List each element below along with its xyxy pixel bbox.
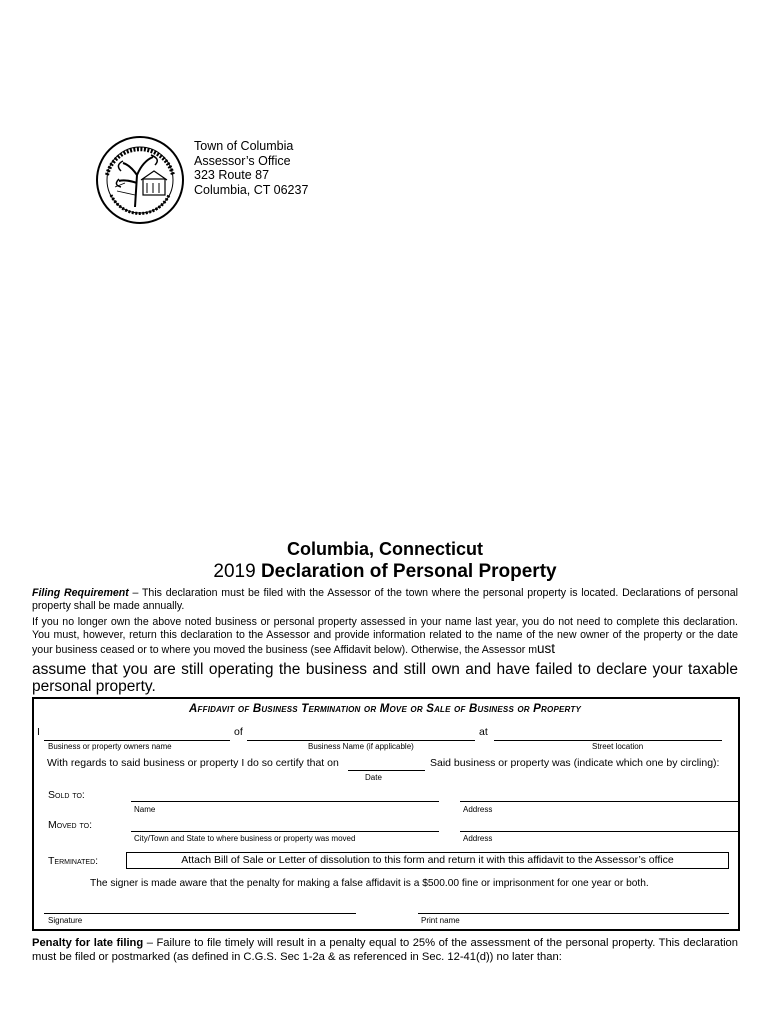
document-subtitle <box>0 561 770 583</box>
late-penalty-label: Penalty for late filing <box>32 937 144 949</box>
business-name-caption: Business Name (if applicable) <box>308 742 414 751</box>
office-street: 323 Route 87 <box>194 168 270 183</box>
no-longer-own-text-big: ust <box>537 641 556 657</box>
new-city-caption: City/Town and State to where business or property was moved <box>134 834 356 843</box>
owner-name-line[interactable] <box>44 740 230 741</box>
print-name-line[interactable] <box>418 913 729 914</box>
affidavit-box <box>32 697 740 931</box>
late-penalty-paragraph <box>32 937 738 964</box>
town-seal-image <box>95 135 185 225</box>
no-longer-own-paragraph <box>32 616 738 658</box>
office-city: Columbia, CT 06237 <box>194 182 309 197</box>
new-address-line[interactable] <box>460 831 740 832</box>
date-line[interactable] <box>348 770 425 771</box>
owner-name-caption: Business or property owners name <box>48 742 172 751</box>
buyer-name-caption: Name <box>134 805 156 814</box>
document-title: Columbia, Connecticut <box>286 539 483 559</box>
new-city-line[interactable] <box>131 831 439 832</box>
said-business-text: Said business or property was (indicate which one by circling): <box>430 757 720 769</box>
assume-paragraph: assume that you are still operating the business and still own and have failed to declare your taxable personal property. <box>32 661 738 695</box>
buyer-address-caption: Address <box>463 805 493 814</box>
affidavit-at-label: at <box>479 726 488 738</box>
print-name-caption: Print name <box>421 916 460 925</box>
filing-requirement-paragraph <box>32 587 738 613</box>
declaration-year: 2019 <box>213 561 256 582</box>
certify-text: With regards to said business or property I do so certify that on <box>47 757 339 769</box>
office-address <box>194 139 308 197</box>
sold-to-option[interactable]: Sold to: <box>48 789 85 801</box>
buyer-address-line[interactable] <box>460 801 740 802</box>
moved-to-option[interactable]: Moved to: <box>48 819 93 831</box>
buyer-name-line[interactable] <box>131 801 439 802</box>
date-caption: Date <box>365 773 382 782</box>
street-location-line[interactable] <box>494 740 722 741</box>
affidavit-of-label: of <box>234 726 243 738</box>
signature-caption: Signature <box>48 916 83 925</box>
affidavit-i-label: I <box>37 726 40 738</box>
attach-instructions-box: Attach Bill of Sale or Letter of dissolution to this form and return it with this affidavit to the Assessor’s office <box>126 852 729 869</box>
late-penalty-text: – Failure to file timely will result in a penalty equal to 25% of the assessment of the personal property. This declaration must be filed or postmarked (as defined in C.G.S. Sec 1-2a & as referenced in Sec. 12-41(d)) no later than: <box>32 937 738 963</box>
filing-requirement-text: – This declaration must be filed with the Assessor of the town where the personal property is located. Declarations of personal property shall be made annually. <box>32 587 738 613</box>
false-affidavit-notice: The signer is made aware that the penalty for making a false affidavit is a $500.00 fine or imprisonment for one year or both. <box>90 878 649 889</box>
no-longer-own-text: If you no longer own the above noted business or personal property assessed in your name last year, you do not need to complete this declaration. You must, however, return this declaration to the Assessor and provide information related to the name of the new owner of the property or the date your business ceased or to where you moved the business (see Affidavit below). Otherwise, the Assessor m <box>32 616 738 657</box>
affidavit-title: Affidavit of Business Termination or Move or Sale of Business or Property <box>189 703 581 715</box>
office-town: Town of Columbia <box>194 139 294 153</box>
filing-requirement-label: Filing Requirement <box>32 587 129 599</box>
office-name: Assessor’s Office <box>194 153 291 168</box>
street-location-caption: Street location <box>592 742 644 751</box>
declaration-name: Declaration of Personal Property <box>260 561 557 582</box>
new-address-caption: Address <box>463 834 493 843</box>
signature-line[interactable] <box>44 913 356 914</box>
terminated-option[interactable]: Terminated: <box>48 855 99 867</box>
business-name-line[interactable] <box>247 740 475 741</box>
